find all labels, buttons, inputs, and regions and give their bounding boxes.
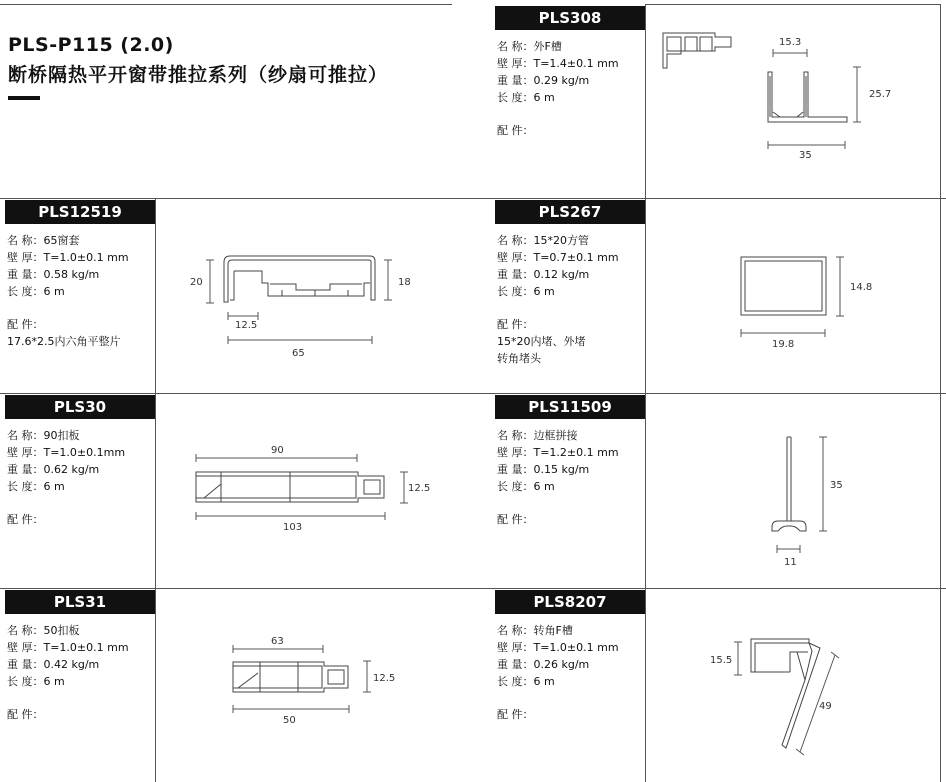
spec-accessory: 17.6*2.5内六角平整片 xyxy=(7,335,121,348)
spec-accessory: 转角堵头 xyxy=(497,352,541,365)
spec-weight: 重 量：0.15 kg/m xyxy=(497,463,590,476)
dimension-lines xyxy=(768,49,861,149)
dimension-lines xyxy=(741,257,844,337)
dim-label: 63 xyxy=(271,636,284,647)
profile-drawing-pls12519 xyxy=(224,256,375,302)
dim-label: 35 xyxy=(830,480,843,491)
spec-length: 长 度：6 m xyxy=(497,285,555,298)
spec-accessories-label: 配 件： xyxy=(7,318,44,331)
dim-label: 12.5 xyxy=(408,483,431,494)
dimension-lines xyxy=(777,437,827,553)
spec-thickness: 壁 厚：T=0.7±0.1 mm xyxy=(497,251,619,264)
dim-label: 35 xyxy=(799,150,812,161)
dim-label: 65 xyxy=(292,348,305,359)
dim-label: 18 xyxy=(398,277,411,288)
spec-weight: 重 量：0.42 kg/m xyxy=(7,658,100,671)
spec-accessories-label: 配 件： xyxy=(497,124,534,137)
spec-name: 名 称：50扣板 xyxy=(7,624,80,637)
spec-name: 名 称：边框拼接 xyxy=(497,429,578,442)
product-code: PLS308 xyxy=(495,6,645,30)
spec-thickness: 壁 厚：T=1.0±0.1 mm xyxy=(497,641,619,654)
product-code: PLS267 xyxy=(495,200,645,224)
profile-drawing-pls31 xyxy=(233,662,348,692)
dim-label: 103 xyxy=(283,522,303,533)
product-code: PLS30 xyxy=(5,395,155,419)
spec-name: 名 称：15*20方管 xyxy=(497,234,589,247)
profile-drawing-pls8207 xyxy=(751,639,820,748)
dim-label: 14.8 xyxy=(850,282,873,293)
dim-label: 90 xyxy=(271,445,284,456)
spec-name: 名 称：外F槽 xyxy=(497,40,562,53)
spec-accessories-label: 配 件： xyxy=(497,513,534,526)
spec-length: 长 度：6 m xyxy=(497,675,555,688)
dim-label: 50 xyxy=(283,715,296,726)
spec-accessories-label: 配 件： xyxy=(497,708,534,721)
spec-thickness: 壁 厚：T=1.4±0.1 mm xyxy=(497,57,619,70)
page-subtitle: 断桥隔热平开窗带推拉系列（纱扇可推拉） xyxy=(8,64,389,86)
spec-weight: 重 量：0.29 kg/m xyxy=(497,74,590,87)
spec-accessories-label: 配 件： xyxy=(7,708,44,721)
dim-label: 11 xyxy=(784,557,797,568)
product-code: PLS31 xyxy=(5,590,155,614)
dimension-lines xyxy=(233,645,371,713)
profile-thumbnail xyxy=(663,33,731,68)
dim-label: 49 xyxy=(819,701,832,712)
dim-label: 25.7 xyxy=(869,89,892,100)
spec-thickness: 壁 厚：T=1.2±0.1 mm xyxy=(497,446,619,459)
spec-thickness: 壁 厚：T=1.0±0.1mm xyxy=(7,446,126,459)
spec-weight: 重 量：0.62 kg/m xyxy=(7,463,100,476)
dim-label: 20 xyxy=(190,277,203,288)
spec-thickness: 壁 厚：T=1.0±0.1 mm xyxy=(7,251,129,264)
spec-length: 长 度：6 m xyxy=(7,480,65,493)
spec-weight: 重 量：0.58 kg/m xyxy=(7,268,100,281)
spec-weight: 重 量：0.26 kg/m xyxy=(497,658,590,671)
spec-length: 长 度：6 m xyxy=(497,480,555,493)
dimension-lines xyxy=(196,454,408,520)
product-code: PLS11509 xyxy=(495,395,645,419)
dimension-labels xyxy=(190,37,891,726)
dim-label: 12.5 xyxy=(235,320,258,331)
spec-length: 长 度：6 m xyxy=(7,675,65,688)
profile-drawing-pls267 xyxy=(741,257,826,315)
dim-label: 12.5 xyxy=(373,673,396,684)
spec-accessories-label: 配 件： xyxy=(497,318,534,331)
spec-accessories-label: 配 件： xyxy=(7,513,44,526)
spec-name: 名 称：65窗套 xyxy=(7,234,80,247)
dim-label: 15.5 xyxy=(710,655,733,666)
spec-thickness: 壁 厚：T=1.0±0.1 mm xyxy=(7,641,129,654)
spec-name: 名 称：90扣板 xyxy=(7,429,80,442)
spec-accessory: 15*20内堵、外堵 xyxy=(497,335,586,348)
profile-drawing-pls308 xyxy=(768,72,847,122)
profile-drawing-pls11509 xyxy=(772,437,806,531)
dimension-lines xyxy=(734,642,839,755)
dim-label: 19.8 xyxy=(772,339,795,350)
spec-name: 名 称：转角F槽 xyxy=(497,624,573,637)
spec-length: 长 度：6 m xyxy=(497,91,555,104)
product-code: PLS8207 xyxy=(495,590,645,614)
profile-drawing-pls30 xyxy=(196,472,384,502)
spec-length: 长 度：6 m xyxy=(7,285,65,298)
dim-label: 15.3 xyxy=(779,37,802,48)
page-title: PLS-P115 (2.0) xyxy=(8,34,174,56)
product-code: PLS12519 xyxy=(5,200,155,224)
spec-weight: 重 量：0.12 kg/m xyxy=(497,268,590,281)
